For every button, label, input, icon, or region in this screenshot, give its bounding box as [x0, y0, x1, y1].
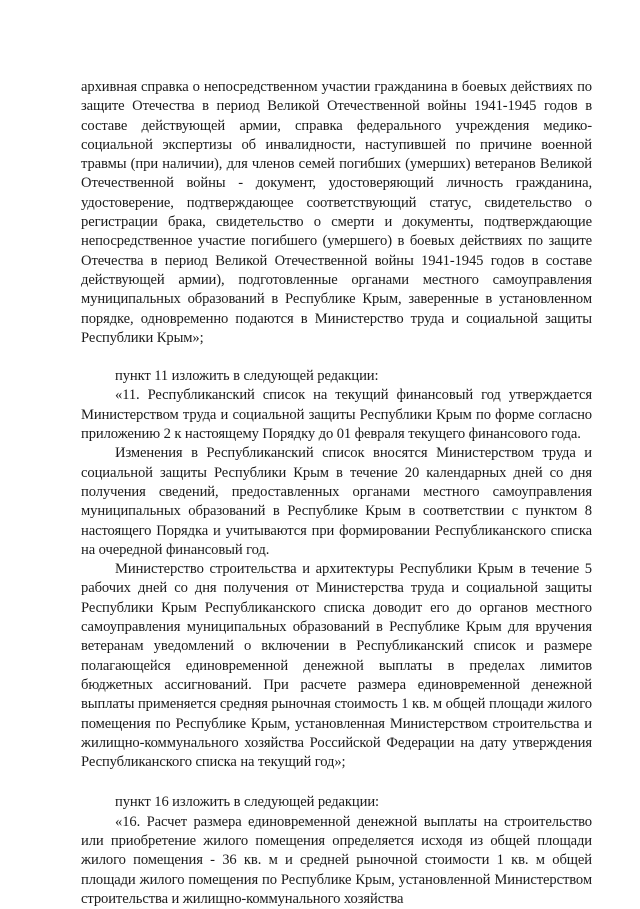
paragraph-point-16-heading: пункт 16 изложить в следующей редакции: [115, 794, 379, 811]
paragraph-list-changes: Изменения в Республиканский список вносятся Министерством труда и социальной защиты Республики Крым в течение 20 календарных дней со дня получения сведений, предоставленных органами местного самоуправления муниципальных образований в Республике Крым в соответствии с пунктом 8 настоящего Порядка и учитываются при формировании Республиканского списка на очередной финансовый год. [81, 445, 592, 558]
document-body [81, 78, 592, 909]
paragraph-archival-certificate: архивная справка о непосредственном участии гражданина в боевых действиях по защите Отечества в период Великой Отечественной войны 1941-1945 годов в составе действующей армии, справка федерального учреждения медико-социальной экспертизы об инвалидности, наступившей по причине военной травмы (при наличии), для членов семей погибших (умерших) ветеранов Великой Отечественной войны - документ, удостоверяющий личность гражданина, удостоверение, подтверждающее соответствующий статус, свидетельство о регистрации брака, свидетельство о смерти и документы, подтверждающие непосредственное участие погибшего (умершего) в боевых действиях по защите Отечества в период Великой Отечественной войны 1941-1945 годов в составе действующей армии), подготовленные органами местного самоуправления муниципальных образований в Республике Крым, заверенные в установленном порядке, одновременно подаются в Министерство труда и социальной защиты Республики Крым»; [81, 79, 592, 346]
paragraph-point-11-heading: пункт 11 изложить в следующей редакции: [115, 368, 379, 385]
paragraph-point-11-list: «11. Республиканский список на текущий финансовый год утверждается Министерством труда и социальной защиты Республики Крым по форме согласно приложению 2 к настоящему Порядку до 01 февраля текущего финансового года. [81, 387, 592, 443]
paragraph-point-16-calculation: «16. Расчет размера единовременной денежной выплаты на строительство или приобретение жилого помещения определяется исходя из общей площади жилого помещения - 36 кв. м и средней рыночной стоимости 1 кв. м общей площади жилого помещения по Республике Крым, установленной Министерством строительства и жилищно-коммунального хозяйства [81, 813, 592, 907]
paragraph-ministry-construction: Министерство строительства и архитектуры Республики Крым в течение 5 рабочих дней со дня получения от Министерства труда и социальной защиты Республики Крым Республиканского списка доводит его до органов местного самоуправления муниципальных образований в Республике Крым для вручения ветеранам уведомлений о включении в Республиканский список и размере полагающейся единовременной денежной выплаты в пределах лимитов бюджетных ассигнований. При расчете размера единовременной денежной выплаты применяется средняя рыночная стоимость 1 кв. м общей площади жилого помещения по Республике Крым, установленная Министерством строительства и жилищно-коммунального хозяйства Российской Федерации на дату утверждения Республиканского списка на текущий год»; [81, 561, 592, 771]
